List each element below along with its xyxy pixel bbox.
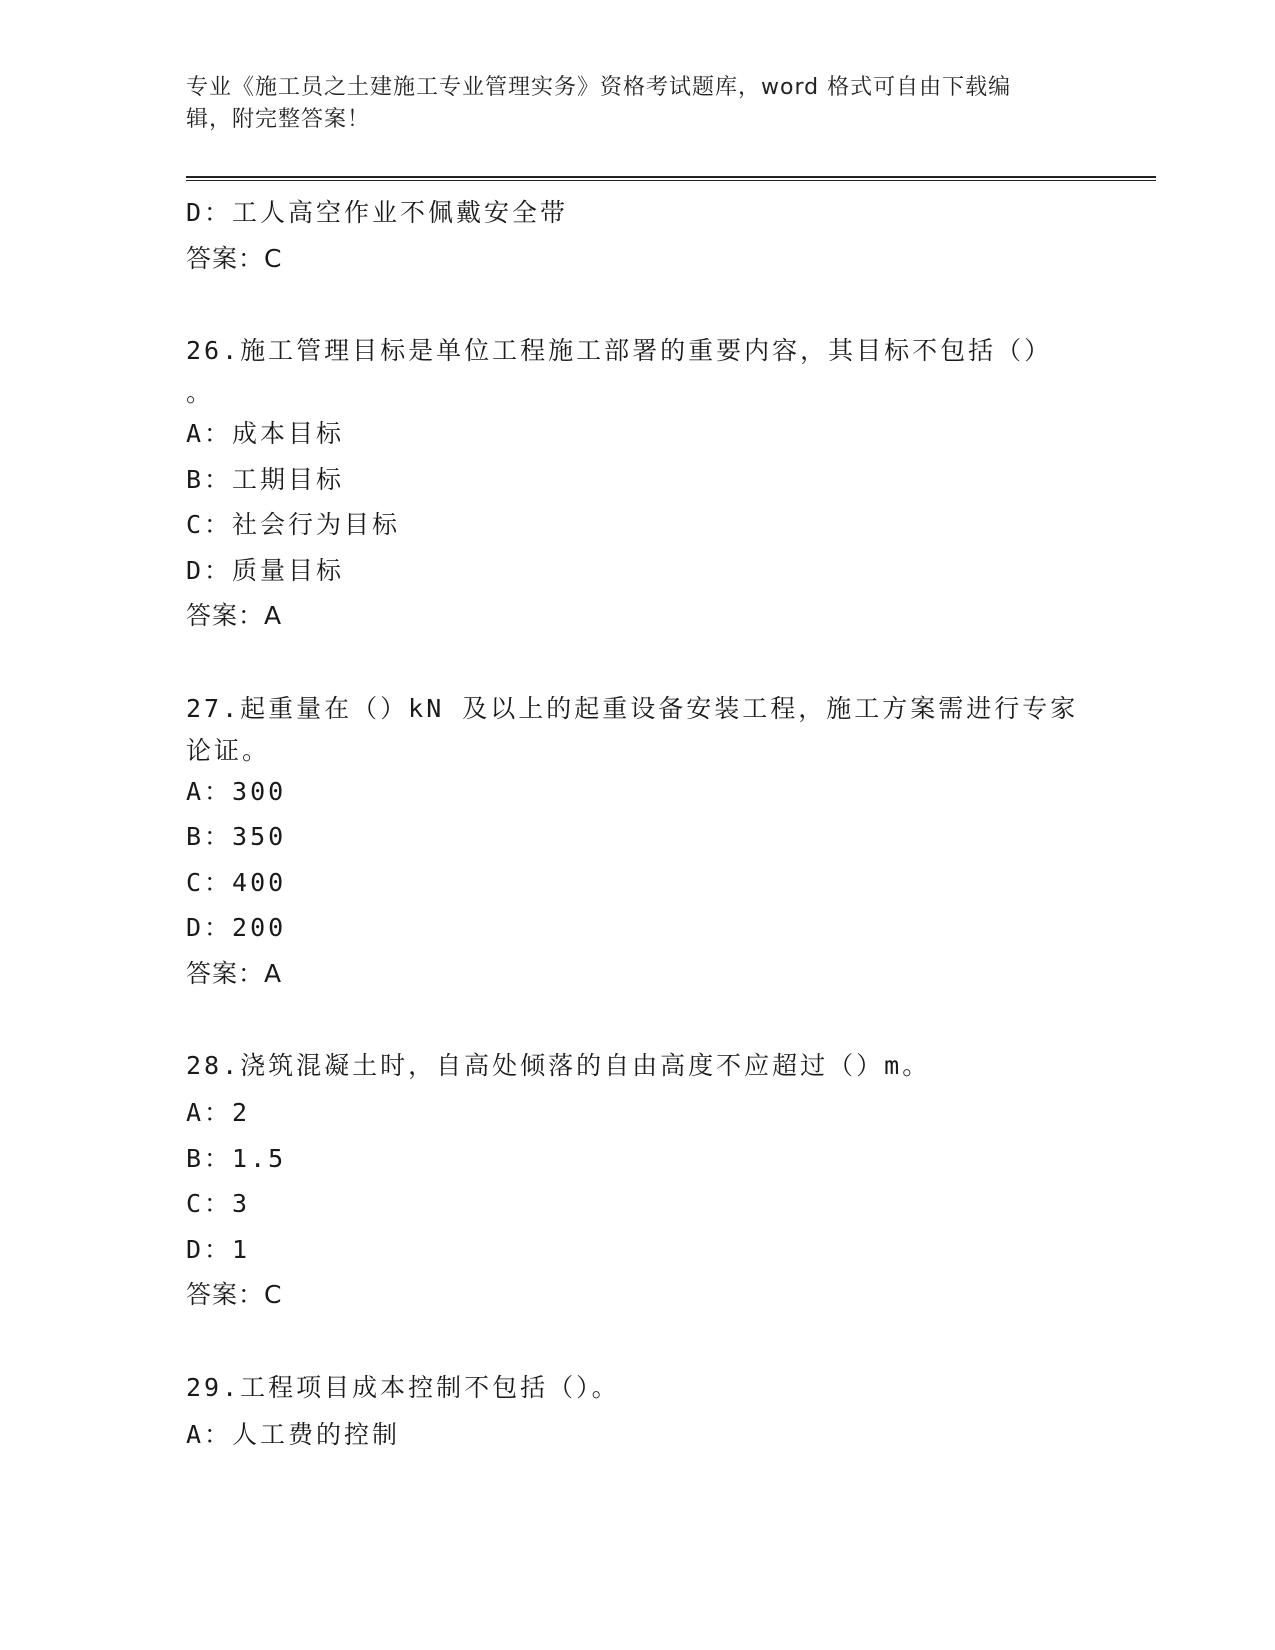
answer-value: C (264, 243, 283, 273)
option-d: D：工人高空作业不佩戴安全带 (186, 198, 569, 227)
answer-label: 答案： (186, 1280, 265, 1309)
option-b: B：工期目标 (186, 464, 345, 494)
answer-value: A (264, 601, 283, 630)
option-d: D：质量目标 (186, 555, 345, 585)
answer-line (186, 236, 1086, 282)
header-divider (186, 176, 1156, 181)
spacer (186, 639, 1086, 685)
answer-value: A (264, 958, 283, 988)
option-a: A：300 (186, 776, 287, 806)
question-title: 26.施工管理目标是单位工程施工部署的重要内容，其目标不包括（） (186, 336, 1053, 365)
option-c: C：400 (186, 867, 287, 897)
question-title: 29.工程项目成本控制不包括（）。 (186, 1372, 620, 1402)
answer-label: 答案： (186, 601, 265, 630)
header-line-1: 专业《施工员之土建施工专业管理实务》资格考试题库，word 格式可自由下载编 (186, 75, 1012, 100)
option-c: C：社会行为目标 (186, 510, 401, 539)
option-d: D：1 (186, 1234, 251, 1264)
question-block-26 (186, 327, 1086, 639)
option-b: B：1.5 (186, 1143, 287, 1173)
answer-label: 答案： (186, 958, 265, 988)
question-title-continued: 。 (186, 378, 215, 407)
spacer (186, 996, 1086, 1042)
option-b: B：350 (186, 822, 287, 851)
question-block-28 (186, 1042, 1086, 1318)
spacer (186, 281, 1086, 327)
question-block-29 (186, 1364, 1086, 1458)
question-title: 28.浇筑混凝土时，自高处倾落的自由高度不应超过（）m。 (186, 1051, 931, 1080)
answer-line (186, 593, 1086, 639)
option-a: A：成本目标 (186, 419, 345, 448)
answer-label: 答案： (186, 243, 265, 273)
option-c: C：3 (186, 1189, 251, 1218)
option-d: D：200 (186, 913, 287, 942)
option-a: A：人工费的控制 (186, 1419, 401, 1449)
spacer (186, 1318, 1086, 1364)
answer-value: C (264, 1280, 283, 1309)
answer-line (186, 1272, 1086, 1318)
question-title: 27.起重量在（）kN 及以上的起重设备安装工程，施工方案需进行专家 (186, 693, 1079, 723)
answer-line (186, 951, 1086, 997)
question-content (186, 190, 1086, 1457)
question-block-27 (186, 685, 1086, 997)
page-header (186, 72, 1076, 136)
header-line-2: 辑，附完整答案！ (186, 107, 371, 132)
option-a: A：2 (186, 1098, 251, 1127)
question-title-continued: 论证。 (186, 735, 271, 765)
